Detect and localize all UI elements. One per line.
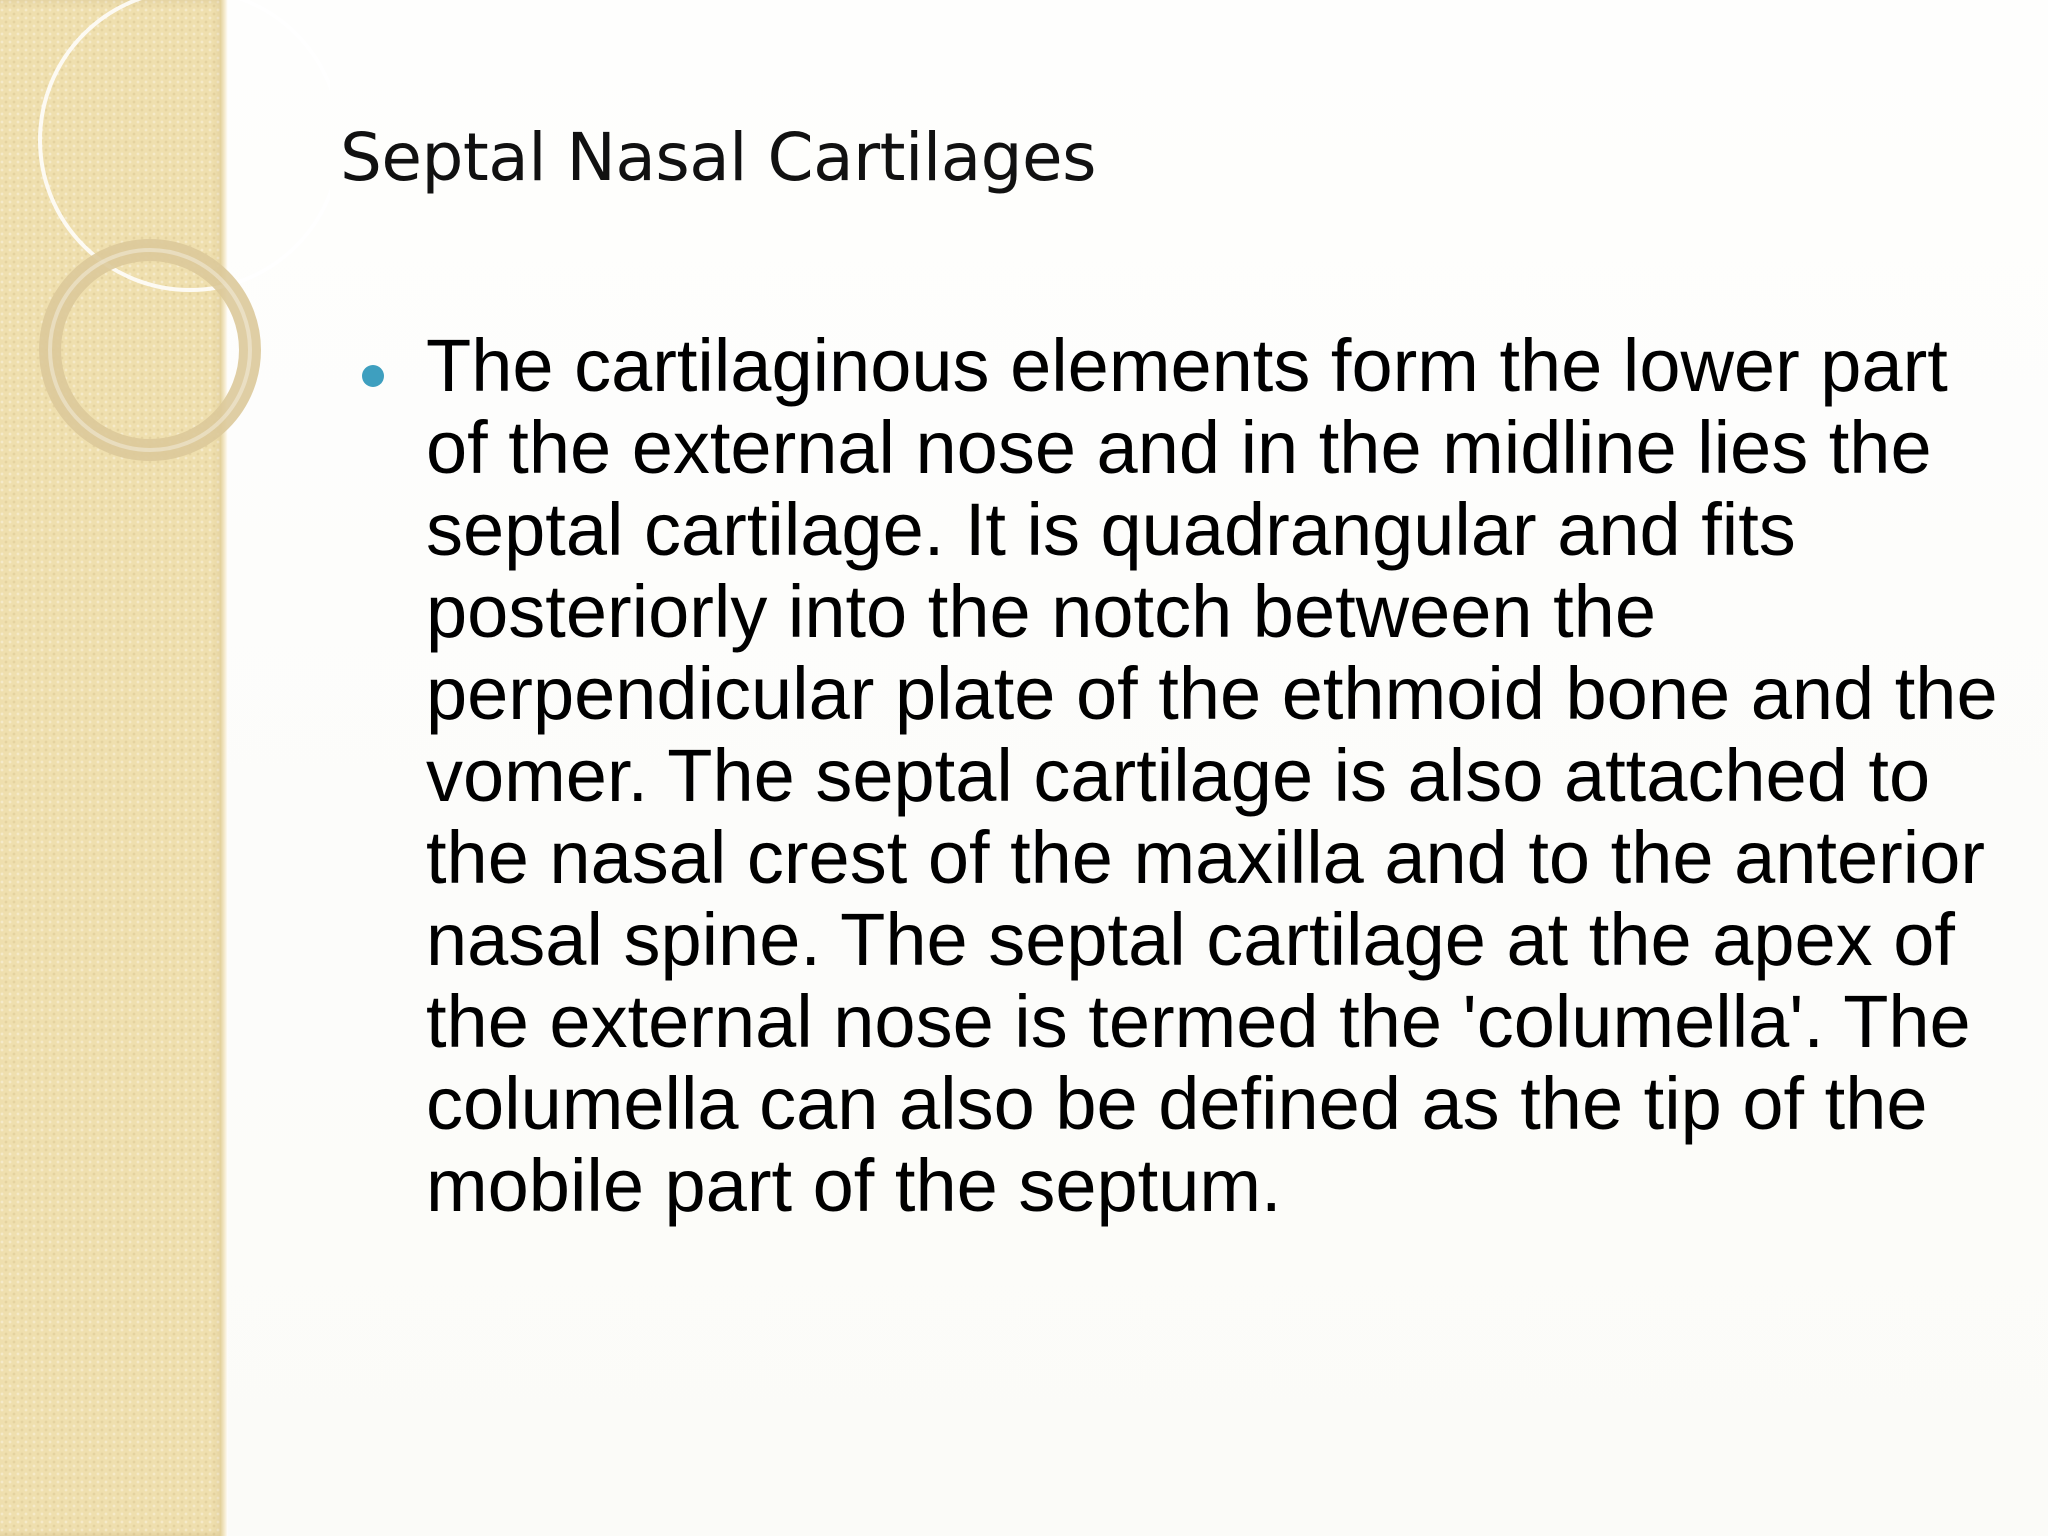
bullet-dot-icon xyxy=(362,365,384,387)
bullet-text: The cartilaginous elements form the lower part of the external nose and in the midline lies the septal cartilage. It is quadrangular and fits posteriorly into the notch between the perpendicular plate of the ethmoid bone and the vomer. The septal cartilage is also attached to the nasal crest of the maxilla and to the anterior nasal spine. The septal cartilage at the apex of the external nose is termed the 'columella'. The columella can also be defined as the tip of the mobile part of the septum. xyxy=(426,324,1998,1227)
side-panel-edge xyxy=(220,0,228,1536)
decorative-side-panel xyxy=(0,0,226,1536)
bullet-item xyxy=(350,324,1998,1227)
slide-body xyxy=(350,324,1998,1227)
slide-title: Septal Nasal Cartilages xyxy=(340,119,1097,196)
